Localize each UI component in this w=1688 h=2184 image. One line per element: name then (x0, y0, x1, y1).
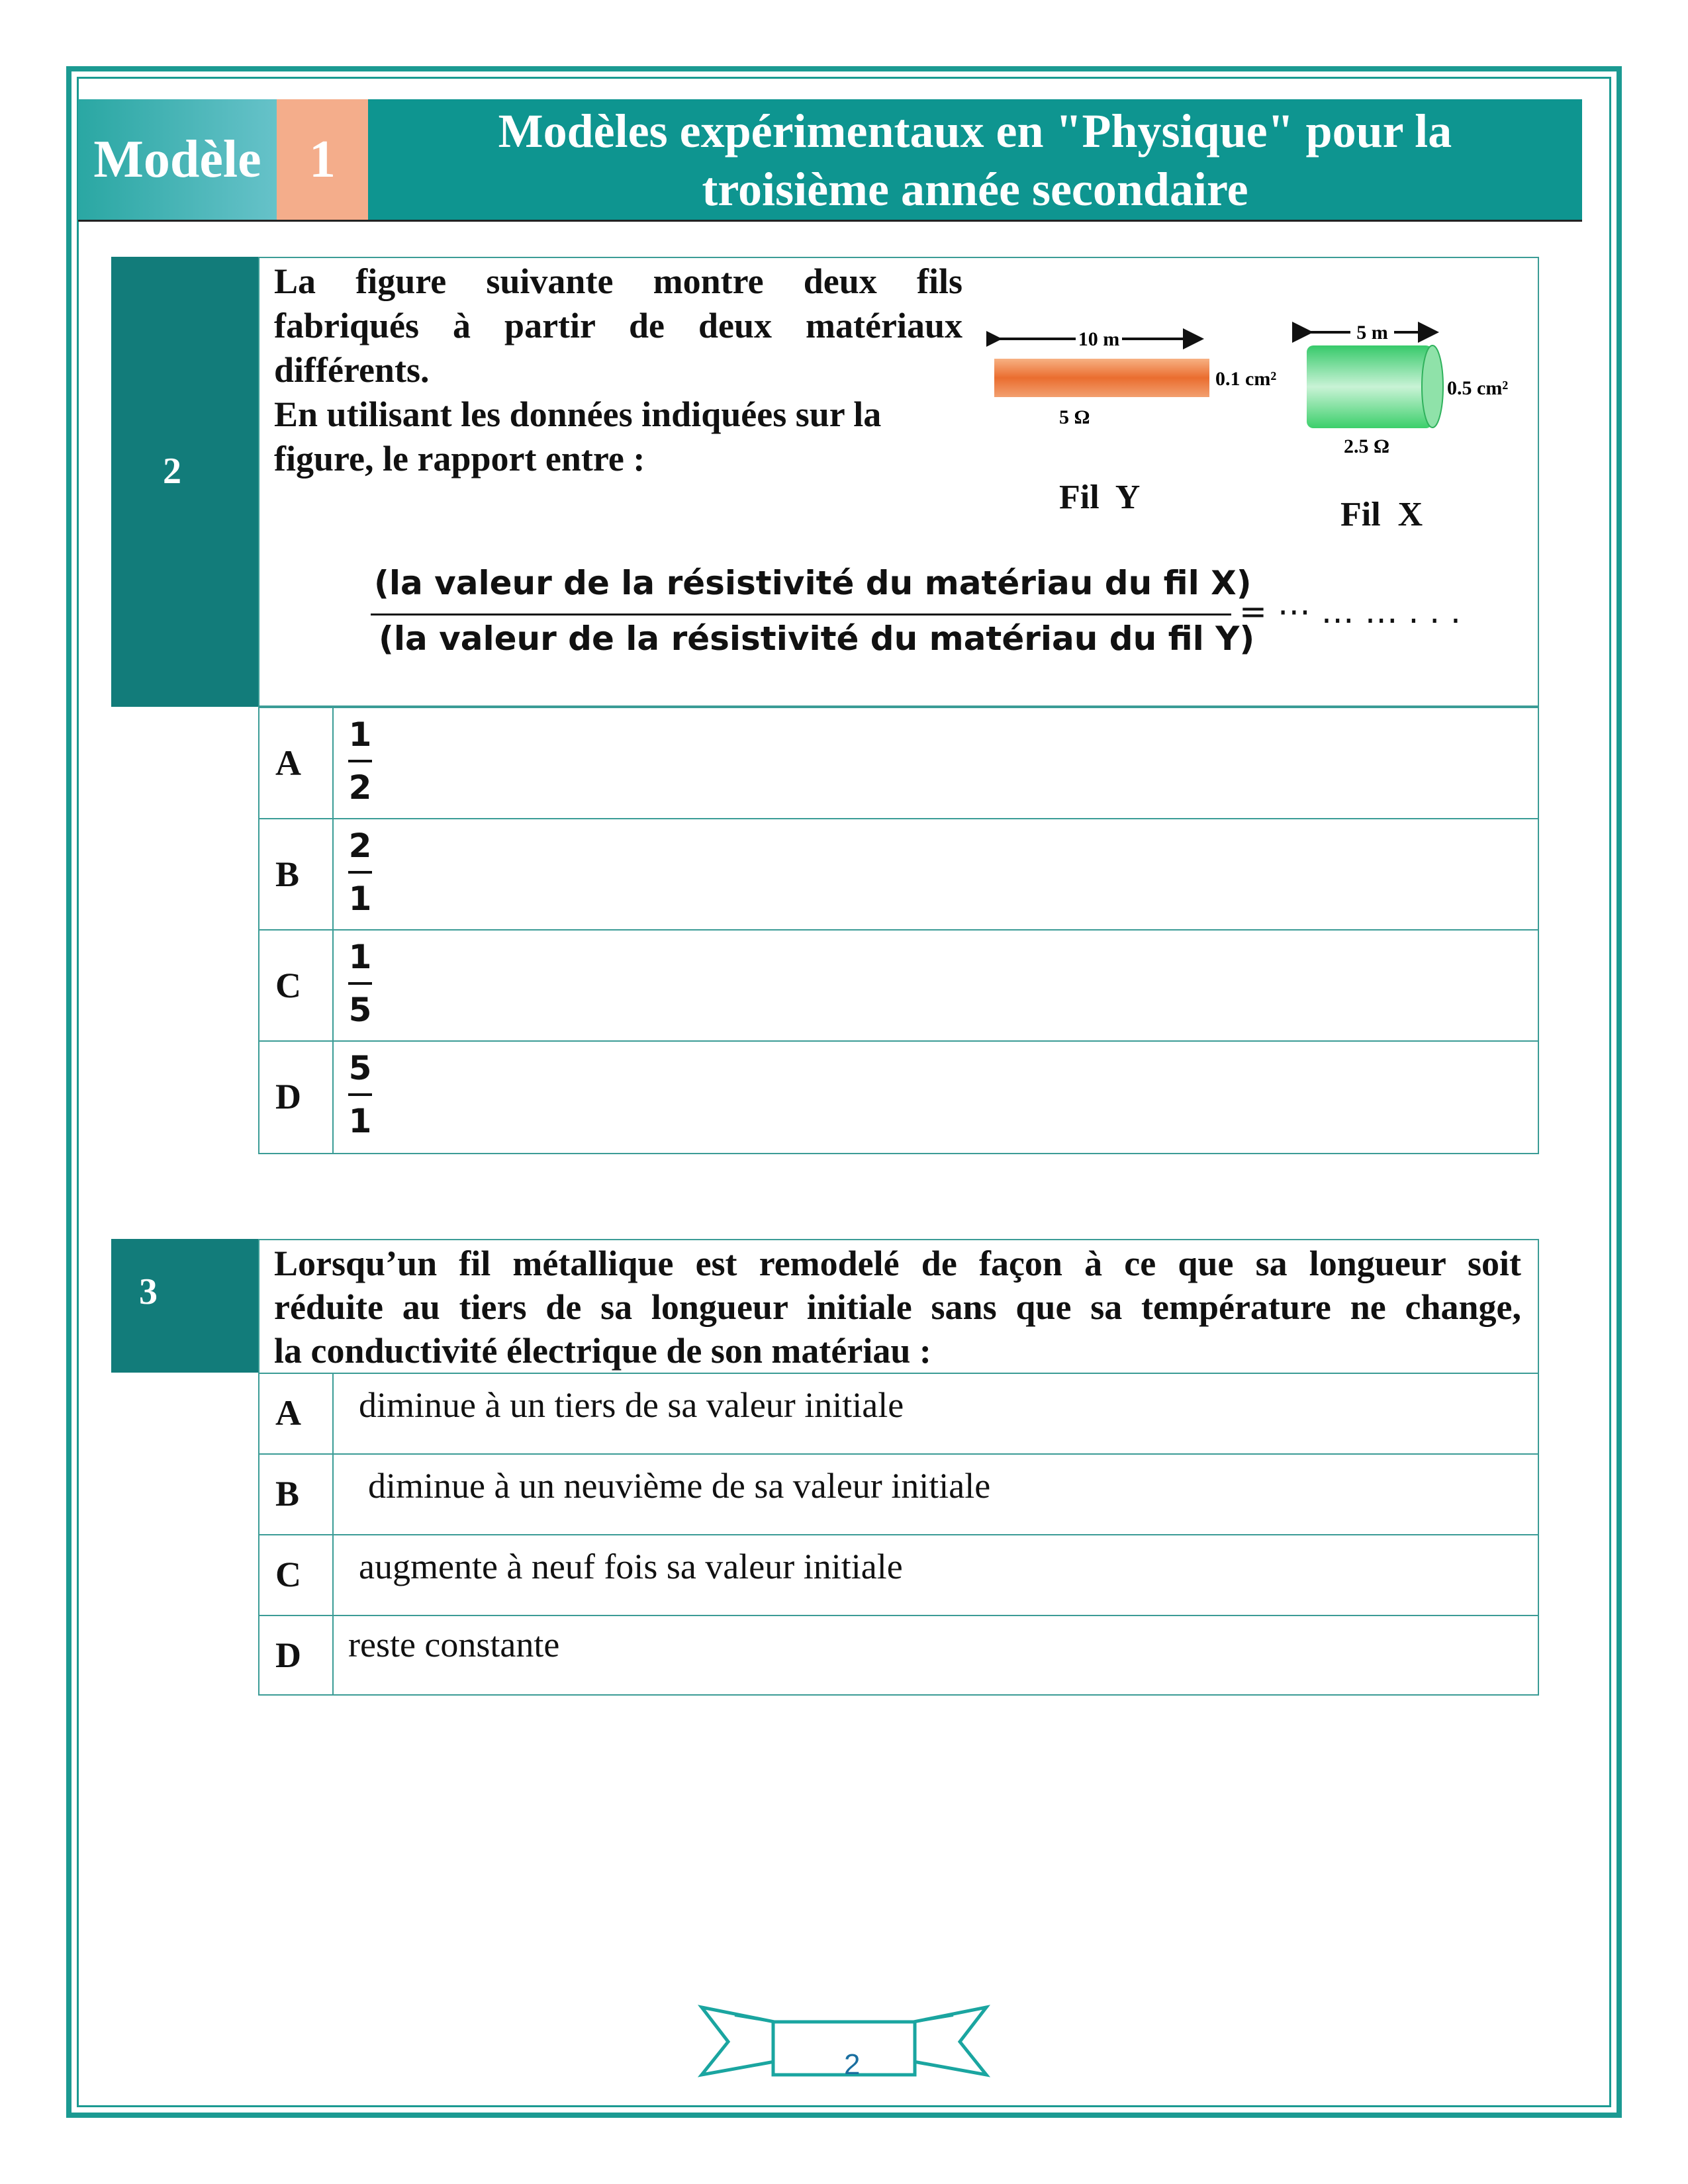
answer-option-d[interactable] (258, 1040, 1539, 1154)
fraction-denominator: 1 (348, 880, 372, 918)
wires-figure (986, 311, 1509, 477)
answer-option-b[interactable] (258, 1453, 1539, 1535)
question-text-line: Lorsqu’un fil métallique est remodelé de façon à ce que sa longueur soit (274, 1244, 1521, 1283)
option-letter: A (259, 1374, 334, 1453)
option-letter: A (259, 708, 334, 818)
option-letter: D (259, 1616, 334, 1694)
fraction-denominator: 5 (348, 991, 372, 1029)
wire-x-resistance: 2.5 Ω (1344, 435, 1390, 457)
fraction-bar (348, 982, 372, 985)
option-text: diminue à un tiers de sa valeur initiale (359, 1385, 904, 1425)
question-text-line: la conductivité électrique de son matériau : (274, 1331, 931, 1371)
answer-option-a[interactable] (258, 1373, 1539, 1455)
wire-x-area: 0.5 cm² (1447, 377, 1509, 399)
ratio-equals-blank: = ⋯ … … . . . (1239, 592, 1461, 631)
header-rule (78, 220, 1582, 222)
option-letter: C (259, 931, 334, 1040)
page-number: 2 (844, 2048, 861, 2081)
fraction-numerator: 2 (348, 827, 372, 865)
fraction-bar (348, 760, 372, 762)
question-text-line: figure, le rapport entre : (274, 439, 645, 478)
wire-y-length: 10 m (1078, 328, 1120, 350)
question-number: 3 (139, 1271, 158, 1312)
question-number-box (111, 1239, 258, 1373)
question-text-line: réduite au tiers de sa longueur initiale sans que sa température ne change, (274, 1287, 1521, 1327)
question-text-line: différents. (274, 350, 430, 390)
question-text-line: fabriqués à partir de deux matériaux (274, 306, 962, 345)
question-number: 2 (163, 451, 181, 492)
ratio-denominator: (la valeur de la résistivité du matériau du fil Y) (379, 619, 1255, 658)
wire-x-length: 5 m (1356, 322, 1388, 343)
fraction-denominator: 1 (348, 1102, 372, 1140)
question-number-box (111, 257, 258, 707)
option-fraction (347, 715, 373, 807)
option-fraction (347, 1048, 373, 1141)
option-letter: C (259, 1535, 334, 1615)
option-text: augmente à neuf fois sa valeur initiale (359, 1547, 903, 1586)
option-fraction (347, 937, 373, 1030)
question-text-line: En utilisant les données indiquées sur la (274, 394, 882, 434)
page-header (78, 99, 1582, 220)
option-letter: B (259, 819, 334, 929)
option-letter: B (259, 1455, 334, 1534)
fraction-numerator: 5 (348, 1049, 372, 1087)
option-fraction (347, 826, 373, 919)
answer-option-c[interactable] (258, 929, 1539, 1042)
model-number: 1 (277, 99, 368, 220)
question-text-line: La figure suivante montre deux fils (274, 261, 962, 301)
option-letter: D (259, 1042, 334, 1153)
model-label: Modèle (78, 99, 277, 220)
answer-option-a[interactable] (258, 707, 1539, 819)
wire-x-end (1422, 345, 1443, 428)
fraction-numerator: 1 (348, 715, 372, 754)
page-title (368, 99, 1582, 220)
title-line-1: Modèles expérimentaux en "Physique" pour la (498, 105, 1452, 158)
fraction-bar (348, 871, 372, 874)
answer-option-c[interactable] (258, 1534, 1539, 1616)
ratio-numerator: (la valeur de la résistivité du matériau du fil X) (374, 564, 1252, 602)
wire-y-area: 0.1 cm² (1215, 368, 1277, 390)
answer-option-b[interactable] (258, 818, 1539, 931)
ratio-fraction-bar (371, 614, 1231, 615)
title-line-2: troisième année secondaire (702, 163, 1248, 216)
wire-y (994, 359, 1209, 397)
wire-x (1307, 345, 1432, 428)
option-text: diminue à un neuvième de sa valeur initiale (368, 1466, 991, 1506)
fraction-bar (348, 1093, 372, 1096)
option-text: reste constante (348, 1625, 560, 1664)
answer-option-d[interactable] (258, 1615, 1539, 1696)
wire-y-caption: Fil Y (1059, 478, 1141, 516)
fraction-numerator: 1 (348, 938, 372, 976)
fraction-denominator: 2 (348, 768, 372, 807)
wire-y-resistance: 5 Ω (1059, 406, 1090, 428)
wire-x-caption: Fil X (1340, 496, 1423, 533)
